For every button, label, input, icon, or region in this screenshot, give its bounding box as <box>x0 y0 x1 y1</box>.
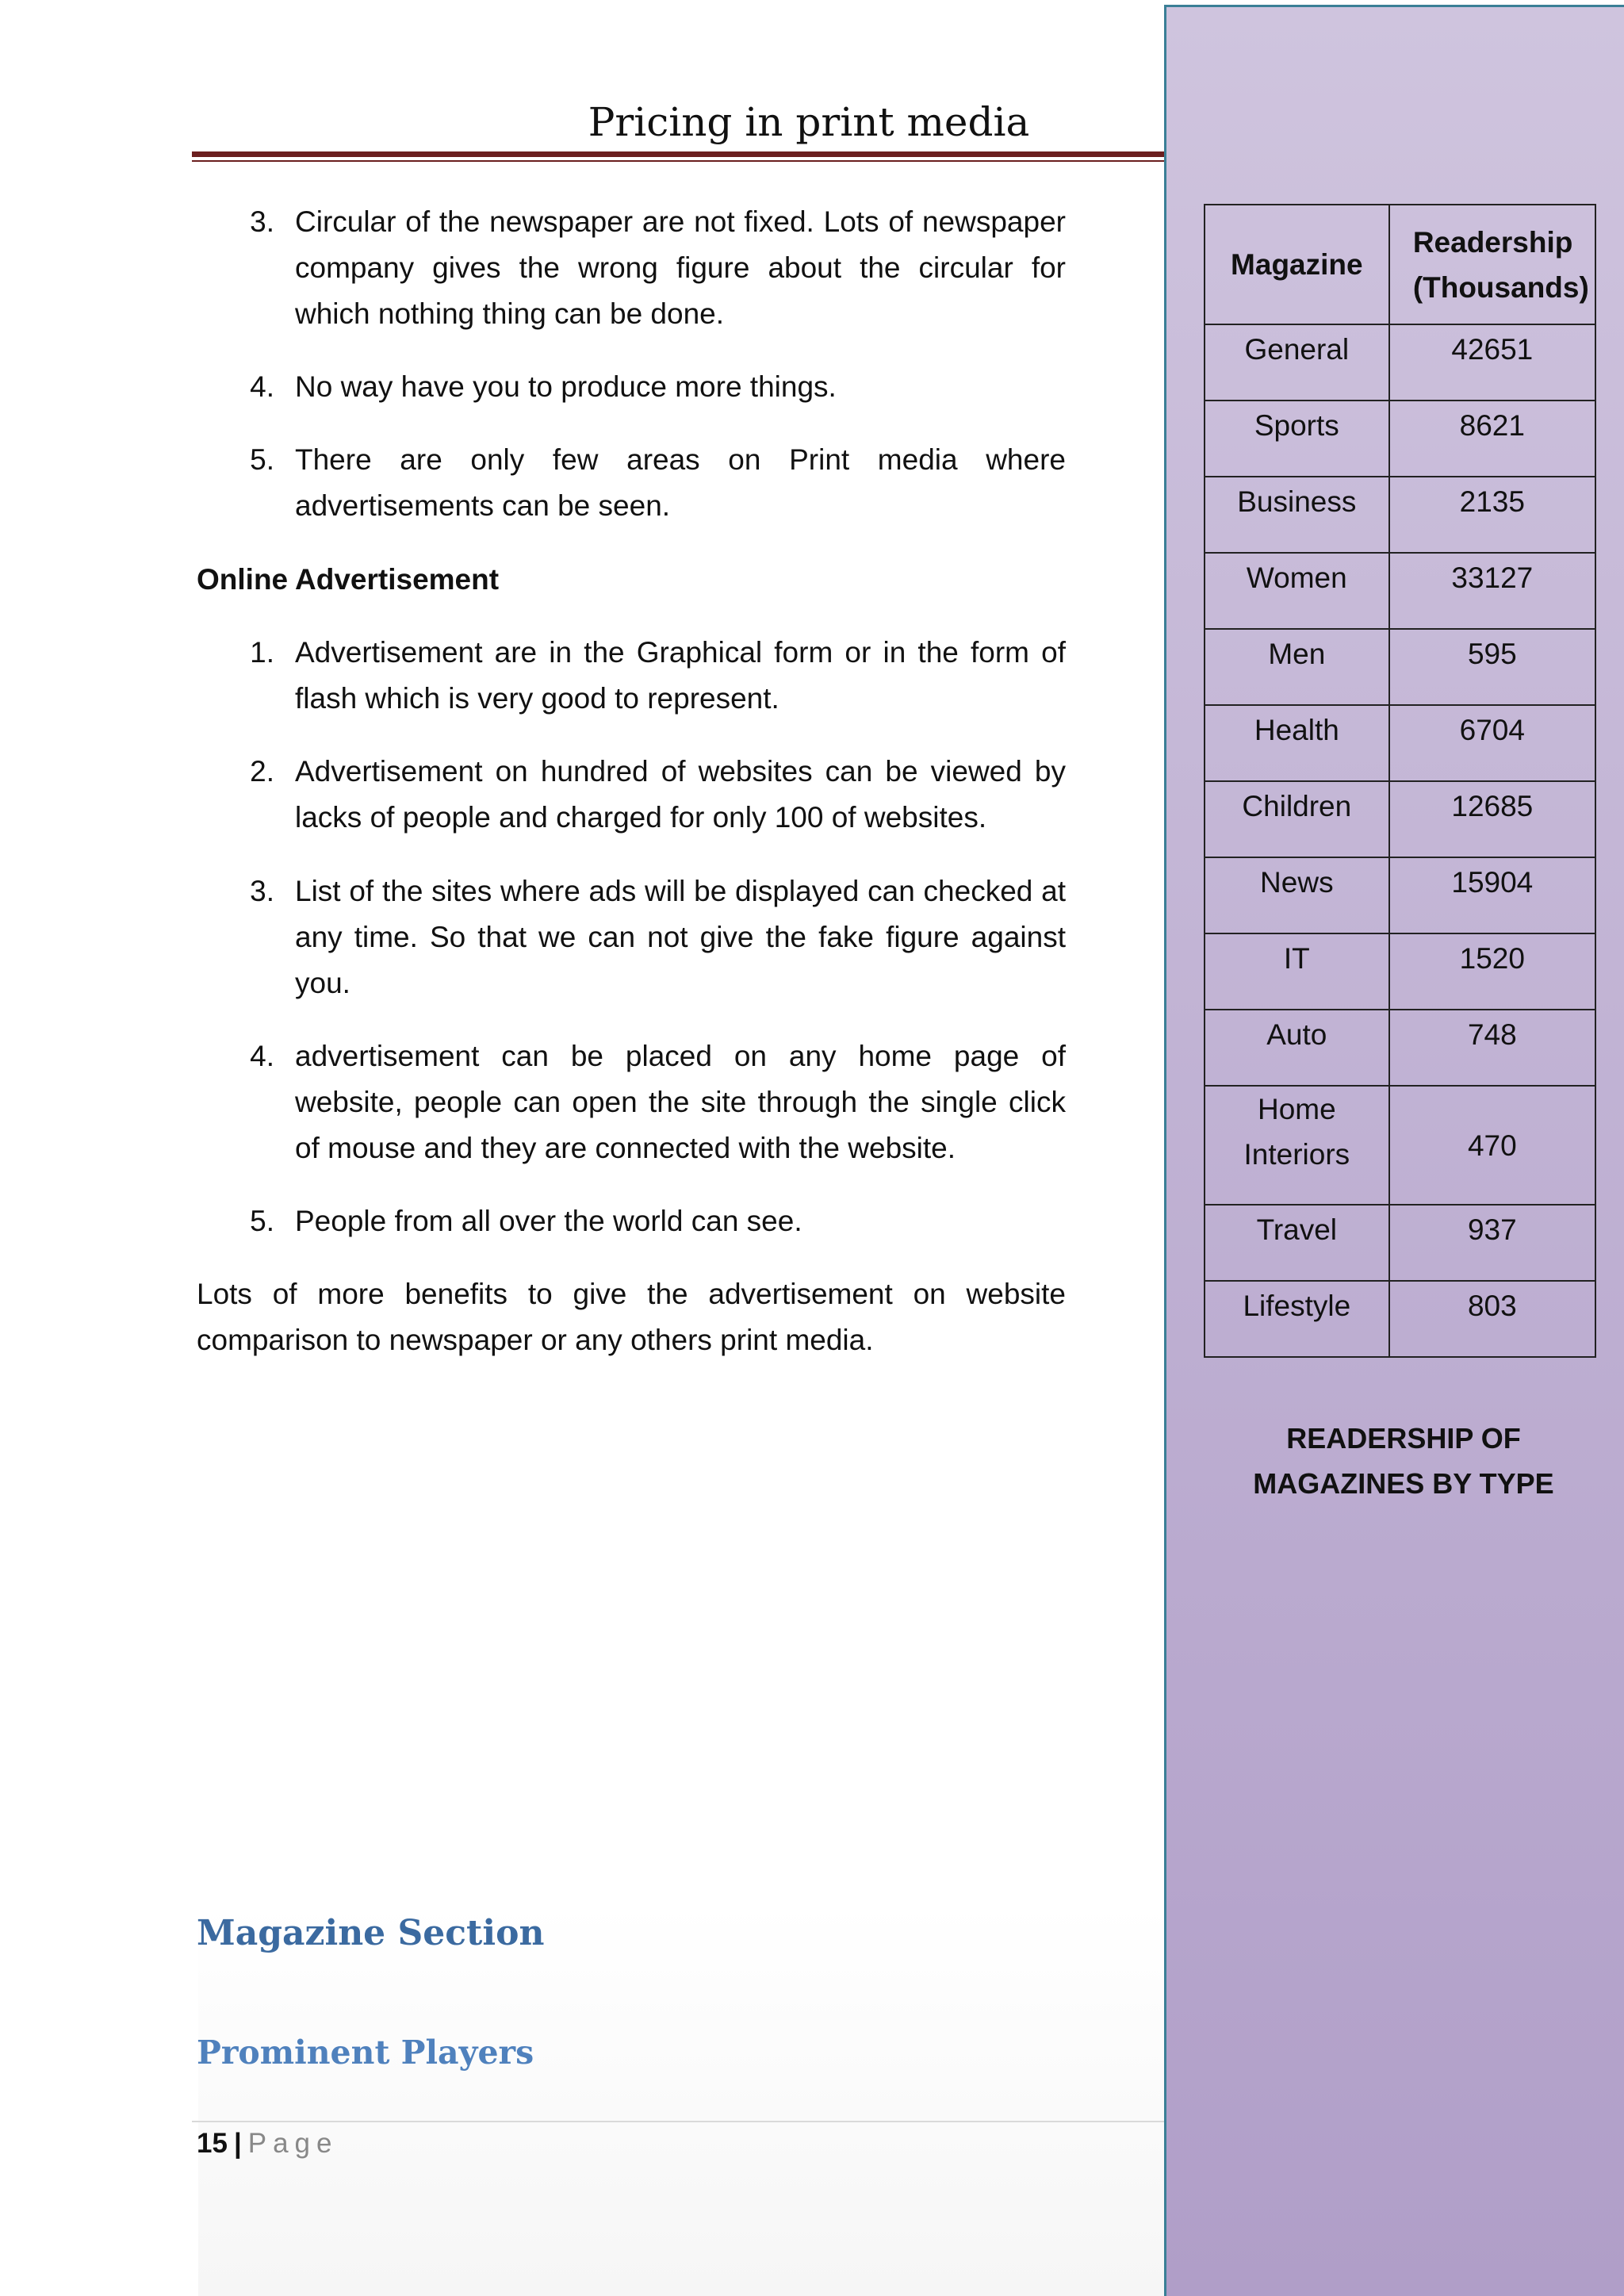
table-row <box>1205 781 1595 857</box>
magazine-type-cell: Children <box>1205 781 1389 857</box>
readership-value-cell: 6704 <box>1389 705 1595 781</box>
magazine-type-cell: IT <box>1205 933 1389 1010</box>
magazine-section-heading: Magazine Section <box>197 1913 545 1953</box>
magazine-type-cell: News <box>1205 857 1389 933</box>
header-magazine: Magazine <box>1205 205 1389 324</box>
closing-paragraph: Lots of more benefits to give the advertisement on website comparison to newspaper or any others print media. <box>197 1278 1066 1356</box>
table-row <box>1205 324 1595 401</box>
table-row <box>1205 401 1595 477</box>
prominent-players-heading: Prominent Players <box>197 2033 534 2072</box>
magazine-type-cell: Lifestyle <box>1205 1281 1389 1357</box>
page-header-title: Pricing in print media <box>588 99 1030 145</box>
caption-line-2: MAGAZINES BY TYPE <box>1253 1467 1554 1500</box>
readership-value-cell: 803 <box>1389 1281 1595 1357</box>
table-header-row <box>1205 205 1595 324</box>
table-row <box>1205 933 1595 1010</box>
table-caption <box>1237 1416 1570 1506</box>
table-row <box>1205 1010 1595 1086</box>
page-footer <box>197 2122 338 2165</box>
readership-value-cell: 937 <box>1389 1205 1595 1281</box>
header-readership <box>1389 205 1595 324</box>
magazine-type-cell: Travel <box>1205 1205 1389 1281</box>
table-row <box>1205 857 1595 933</box>
list-text: Circular of the newspaper are not fixed. Lots of newspaper company gives the wrong figure about the circular for which nothing thing can be done. <box>295 205 1066 330</box>
page-bottom-shade <box>198 1903 1166 2296</box>
list-number: 2. <box>250 755 274 788</box>
list-text: Advertisement are in the Graphical form or in the form of flash which is very good to represent. <box>295 636 1066 715</box>
readership-value-cell: 1520 <box>1389 933 1595 1010</box>
caption-line-1: READERSHIP OF <box>1286 1422 1521 1455</box>
table-row <box>1205 629 1595 705</box>
table-row <box>1205 1205 1595 1281</box>
magazine-type-cell: Home Interiors <box>1205 1086 1389 1205</box>
magazine-type-cell: Sports <box>1205 401 1389 477</box>
list-number: 5. <box>250 443 274 476</box>
list-number: 4. <box>250 370 274 403</box>
page-label: Page <box>247 2128 339 2159</box>
readership-value-cell: 470 <box>1389 1086 1595 1205</box>
list-text: advertisement can be placed on any home page of website, people can open the site through the single click of mouse and they are connected with the website. <box>295 1040 1066 1164</box>
online-advertisement-heading: Online Advertisement <box>197 563 500 596</box>
table-row <box>1205 705 1595 781</box>
magazine-type-cell: General <box>1205 324 1389 401</box>
readership-table <box>1204 204 1596 1358</box>
footer-separator: | <box>233 2128 242 2159</box>
readership-value-cell: 42651 <box>1389 324 1595 401</box>
readership-value-cell: 748 <box>1389 1010 1595 1086</box>
list-number: 3. <box>250 875 274 907</box>
header-rule <box>192 151 1166 157</box>
table-row <box>1205 1281 1595 1357</box>
list-text: List of the sites where ads will be displayed can checked at any time. So that we can not give the fake figure against you. <box>295 875 1066 999</box>
list-text: People from all over the world can see. <box>295 1205 802 1237</box>
page-number: 15 <box>197 2128 228 2159</box>
header-rule-thin <box>192 160 1166 162</box>
list-text: No way have you to produce more things. <box>295 370 837 403</box>
magazine-type-cell: Health <box>1205 705 1389 781</box>
list-text: There are only few areas on Print media where advertisements can be seen. <box>295 443 1066 522</box>
list-number: 5. <box>250 1205 274 1237</box>
table-row <box>1205 477 1595 553</box>
list-number: 1. <box>250 636 274 669</box>
magazine-type-cell: Business <box>1205 477 1389 553</box>
list-number: 4. <box>250 1040 274 1072</box>
table-row <box>1205 1086 1595 1205</box>
readership-value-cell: 33127 <box>1389 553 1595 629</box>
readership-value-cell: 15904 <box>1389 857 1595 933</box>
readership-value-cell: 595 <box>1389 629 1595 705</box>
header-readership-text: Readership (Thousands) <box>1412 225 1589 304</box>
list-number: 3. <box>250 205 274 238</box>
readership-value-cell: 12685 <box>1389 781 1595 857</box>
readership-value-cell: 8621 <box>1389 401 1595 477</box>
table-row <box>1205 553 1595 629</box>
readership-value-cell: 2135 <box>1389 477 1595 553</box>
magazine-type-cell: Auto <box>1205 1010 1389 1086</box>
table-body <box>1205 324 1595 1357</box>
magazine-type-cell: Women <box>1205 553 1389 629</box>
list-text: Advertisement on hundred of websites can be viewed by lacks of people and charged for only 100 of websites. <box>295 755 1066 834</box>
magazine-type-cell: Men <box>1205 629 1389 705</box>
